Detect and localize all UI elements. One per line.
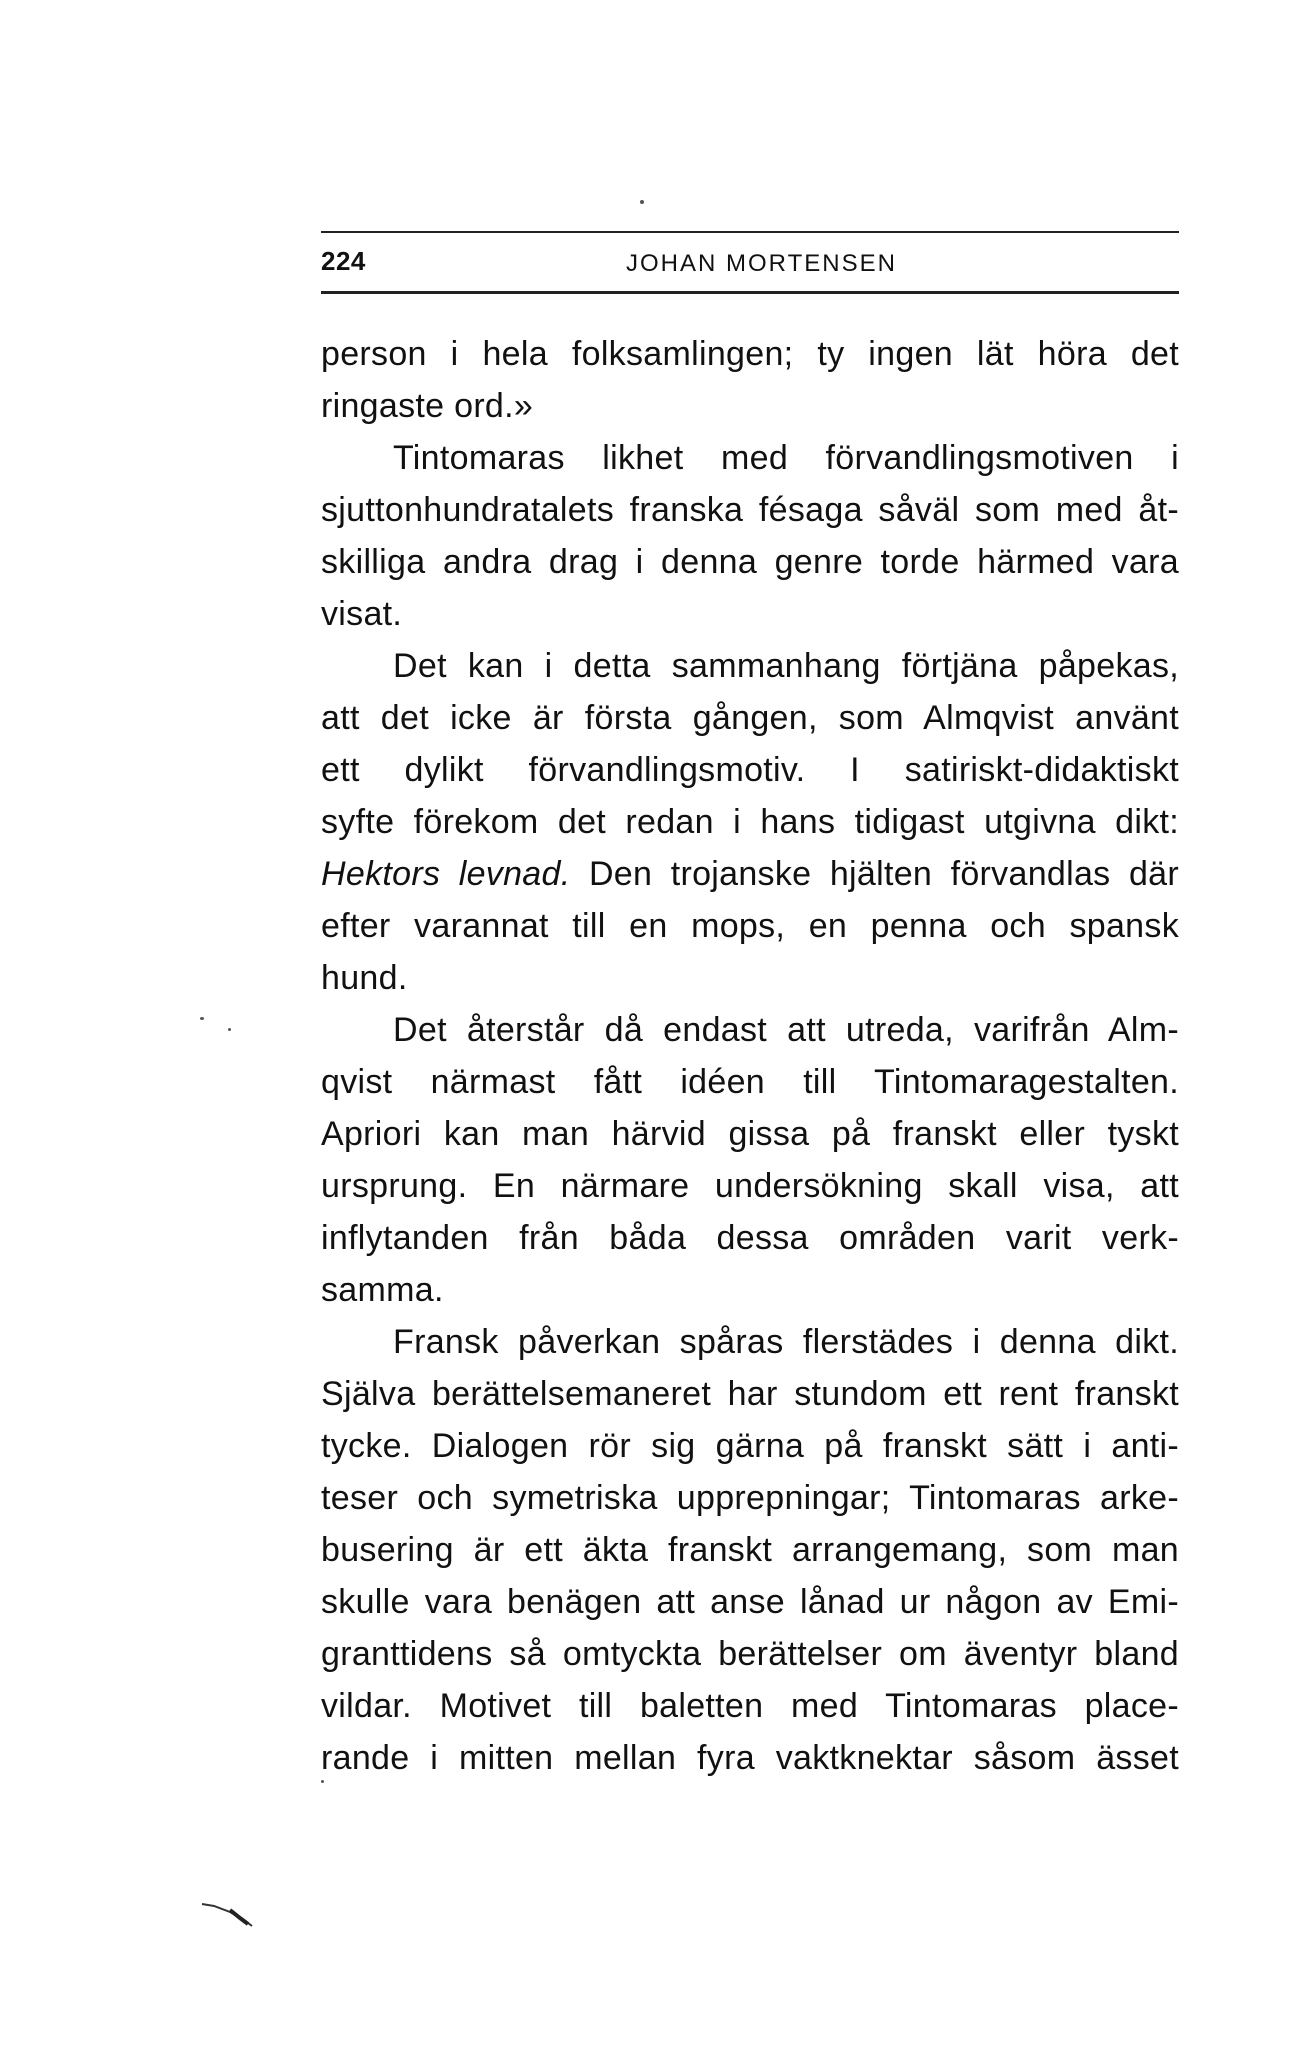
text-line: efter varannat till en mops, en penna och spansk (321, 907, 1179, 945)
text-line: Själva berättelsemaneret har stundom ett rent franskt (321, 1375, 1179, 1413)
text-line: vildar. Motivet till baletten med Tintomaras place- (321, 1687, 1179, 1725)
print-speck (640, 200, 644, 204)
text-line-remainder: Den trojanske hjälten förvandlas där (570, 855, 1179, 893)
text-line: Fransk påverkan spåras flerstädes i denna dikt. (393, 1323, 1179, 1361)
text-line: qvist närmast fått idéen till Tintomaragestalten. (321, 1063, 1179, 1101)
text-line: ursprung. En närmare undersökning skall visa, att (321, 1167, 1179, 1205)
text-line: Det kan i detta sammanhang förtjäna påpekas, (393, 647, 1179, 685)
text-line: busering är ett äkta franskt arrangemang, som man (321, 1531, 1179, 1569)
scratch-mark-icon (200, 1898, 260, 1928)
text-line: samma. (321, 1271, 444, 1309)
text-line (321, 848, 1179, 900)
text-line: skilliga andra drag i denna genre torde härmed vara (321, 543, 1179, 581)
text-line: granttidens så omtyckta berättelser om äventyr bland (321, 1635, 1179, 1673)
paragraph (321, 1316, 1179, 1784)
paragraph (321, 640, 1179, 1004)
text-line: rande i mitten mellan fyra vaktknektar såsom ässet (321, 1739, 1179, 1777)
book-title: Hektors levnad. (321, 855, 571, 893)
text-line: inflytanden från båda dessa områden varit verk- (321, 1219, 1179, 1257)
running-head: JOHAN MORTENSEN (626, 250, 897, 277)
text-line: Det återstår då endast att utreda, varifrån Alm- (393, 1011, 1179, 1049)
header-bottom-rule (321, 291, 1179, 294)
text-line: Tintomaras likhet med förvandlingsmotiven i (393, 439, 1179, 477)
text-line: skulle vara benägen att anse lånad ur någon av Emi- (321, 1583, 1179, 1621)
text-line: person i hela folksamlingen; ty ingen lät höra det (321, 335, 1179, 373)
paragraph (321, 328, 1179, 432)
text-line: sjuttonhundratalets franska fésaga såväl som med åt- (321, 491, 1179, 529)
text-line: Apriori kan man härvid gissa på franskt eller tyskt (321, 1115, 1179, 1153)
print-speck (321, 1780, 324, 1783)
header-top-rule (321, 231, 1179, 233)
paragraph (321, 432, 1179, 640)
text-line: syfte förekom det redan i hans tidigast utgivna dikt: (321, 803, 1179, 841)
text-line: ringaste ord.» (321, 387, 534, 425)
text-line: att det icke är första gången, som Almqvist använt (321, 699, 1179, 737)
print-speck (200, 1017, 204, 1020)
text-line: tycke. Dialogen rör sig gärna på franskt sätt i anti- (321, 1427, 1179, 1465)
page-number: 224 (321, 246, 366, 276)
text-line: hund. (321, 959, 408, 997)
text-line: teser och symetriska upprepningar; Tintomaras arke- (321, 1479, 1179, 1517)
text-line: ett dylikt förvandlingsmotiv. I satiriskt-didaktiskt (321, 751, 1179, 789)
body-text (321, 328, 1179, 1784)
print-speck (228, 1028, 231, 1031)
text-line: visat. (321, 595, 403, 633)
paragraph (321, 1004, 1179, 1316)
